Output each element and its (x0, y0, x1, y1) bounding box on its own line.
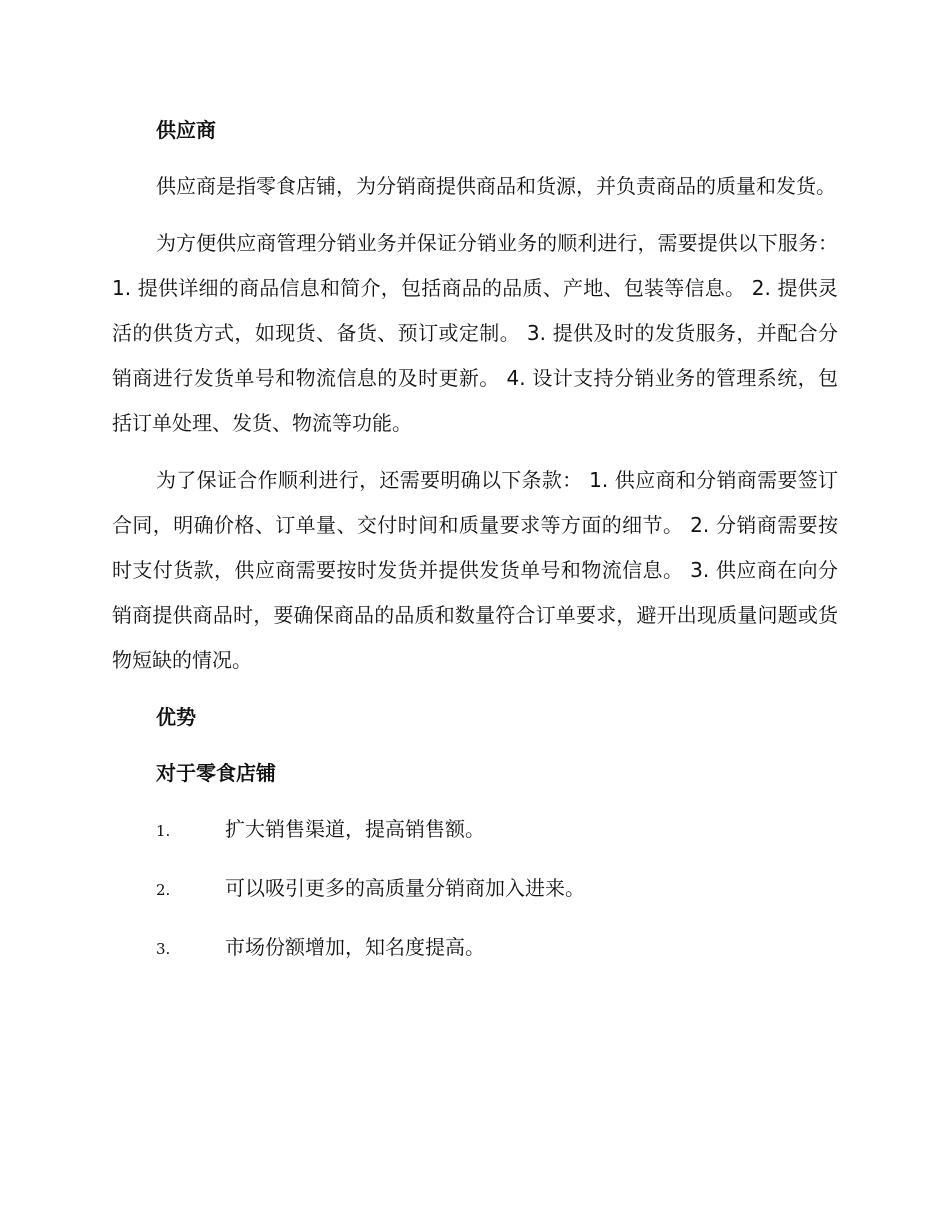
supplier-definition-paragraph: 供应商是指零食店铺，为分销商提供商品和货源，并负责商品的质量和发货。 (156, 174, 836, 198)
snack-store-heading: 对于零食店铺 (156, 761, 276, 785)
list-item-number: 1. (156, 822, 171, 840)
list-item-number: 2. (156, 881, 171, 899)
list-item-text: 市场份额增加，知名度提高。 (225, 935, 485, 959)
list-item-text: 可以吸引更多的高质量分销商加入进来。 (225, 876, 585, 900)
advantages-heading: 优势 (156, 705, 196, 729)
list-item (112, 807, 838, 854)
supplier-heading: 供应商 (156, 118, 216, 142)
document-page (112, 108, 838, 984)
list-item-text: 扩大销售渠道，提高销售额。 (225, 817, 485, 841)
cooperation-terms-paragraph: 为了保证合作顺利进行，还需要明确以下条款： 1. 供应商和分销商需要签订合同，明确价格、订单量、交付时间和质量要求等方面的细节。 2. 分销商需要按时支付货款，供应商需要按时发货并提供发货单号和物流信息。 3. 供应商在向分销商提供商品时，要确保商品的品质和数量符合订单要求，避开出现质量问题或货物短缺的情况。 (112, 468, 838, 672)
list-item-number: 3. (156, 940, 171, 958)
list-item (112, 866, 838, 913)
list-item (112, 925, 838, 972)
supplier-services-paragraph: 为方便供应商管理分销业务并保证分销业务的顺利进行，需要提供以下服务： 1. 提供详细的商品信息和简介，包括商品的品质、产地、包装等信息。 2. 提供灵活的供货方式，如现货、备货、预订或定制。 3. 提供及时的发货服务，并配合分销商进行发货单号和物流信息的及时更新。 4. 设计支持分销业务的管理系统，包括订单处理、发货、物流等功能。 (112, 231, 838, 435)
